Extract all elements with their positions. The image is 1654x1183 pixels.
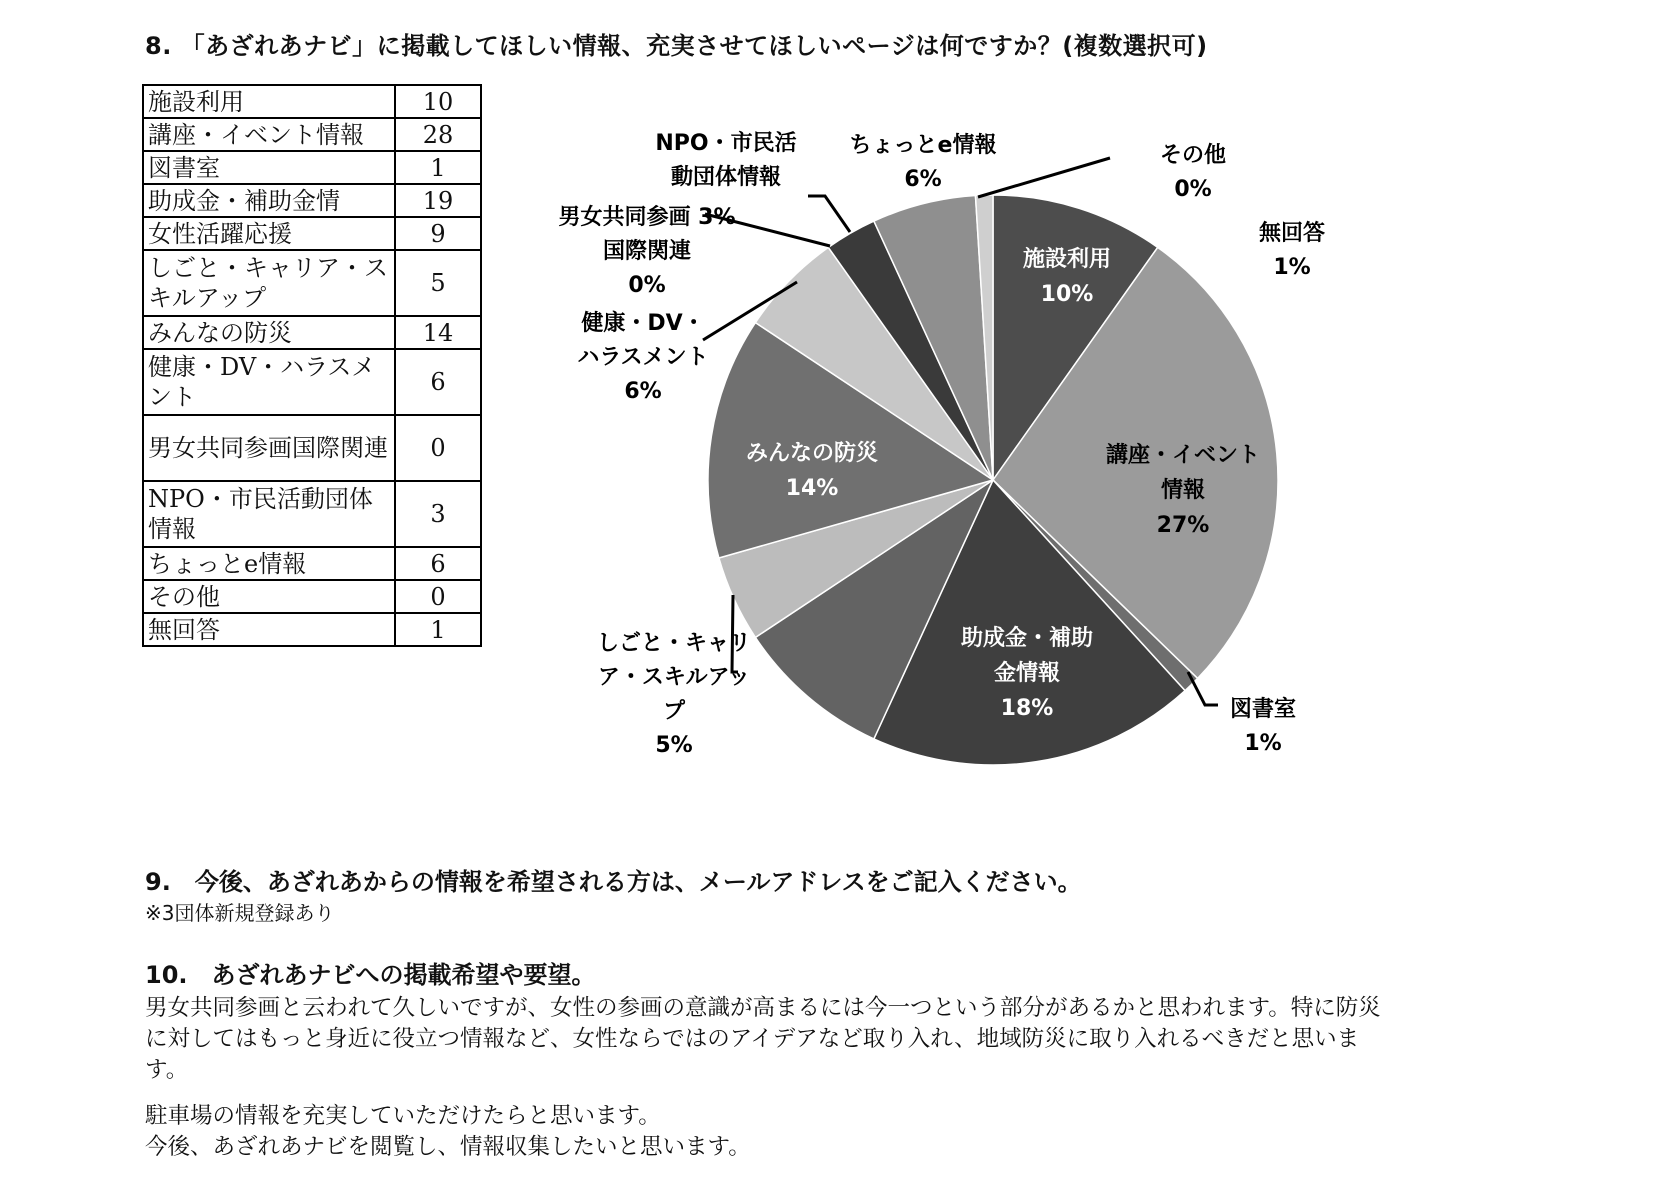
table-cell-label: しごと・キャリア・スキルアップ (143, 250, 395, 316)
table-cell-value: 1 (395, 613, 481, 646)
table-cell-value: 0 (395, 580, 481, 613)
question-10-title: 10. あざれあナビへの掲載希望や要望。 (145, 961, 596, 989)
table-cell-label: 健康・DV・ハラスメント (143, 349, 395, 415)
slice-label: 施設利用 10% (1022, 247, 1112, 307)
response-line: 駐車場の情報を充実していただけたらと思います。 (145, 1103, 661, 1129)
slice-label: 図書室 1% (1229, 697, 1297, 756)
table-cell-label: 無回答 (143, 613, 395, 646)
table-cell-label: 女性活躍応援 (143, 217, 395, 250)
table-cell-label: 講座・イベント情報 (143, 118, 395, 151)
table-cell-label: みんなの防災 (143, 316, 395, 349)
question-8-title: 8. 「あざれあナビ」に掲載してほしい情報、充実させてほしいページは何ですか？(複数選択可) (145, 32, 1208, 60)
table-cell-label: 助成金・補助金情 (143, 184, 395, 217)
table-cell-value: 6 (395, 547, 481, 580)
table-cell-value: 5 (395, 250, 481, 316)
slice-label: 講座・イベント情報 27% (1105, 443, 1261, 538)
table-cell-value: 28 (395, 118, 481, 151)
table-cell-value: 19 (395, 184, 481, 217)
table-cell-label: 男女共同参画国際関連 (143, 415, 395, 481)
leader-line (808, 196, 850, 232)
leader-line (978, 158, 1110, 197)
table-cell-value: 3 (395, 481, 481, 547)
slice-label: 無回答 1% (1258, 221, 1326, 280)
table-cell-label: 図書室 (143, 151, 395, 184)
table-cell-value: 10 (395, 85, 481, 118)
table-cell-value: 14 (395, 316, 481, 349)
slice-label: NPO・市民活動団体情報 (655, 131, 797, 190)
slice-label: みんなの防災 14% (745, 441, 879, 501)
slice-label: 男女共同参画 3%国際関連 0% (558, 205, 736, 298)
table-cell-value: 6 (395, 349, 481, 415)
table-cell-label: その他 (143, 580, 395, 613)
question-9-note: ※3団体新規登録あり (145, 901, 335, 925)
response-paragraph-2 (145, 1101, 1385, 1163)
table-cell-value: 1 (395, 151, 481, 184)
response-line: 今後、あざれあナビを閲覧し、情報収集したいと思います。 (145, 1134, 751, 1160)
question-9-title: 9. 今後、あざれあからの情報を希望される方は、メールアドレスをご記入ください。 (145, 868, 1082, 896)
table-cell-value: 0 (395, 415, 481, 481)
response-paragraph-1: 男女共同参画と云われて久しいですが、女性の参画の意識が高まるには今一つという部分があるかと思われます。特に防災に対してはもっと身近に役立つ情報など、女性ならではのアイデアなど取り入れ、地域防災に取り入れるべきだと思います。 (145, 995, 1381, 1083)
table-cell-label: ちょっとe情報 (143, 547, 395, 580)
slice-label: その他 0% (1159, 143, 1227, 202)
table-cell-label: 施設利用 (143, 85, 395, 118)
table-cell-value: 9 (395, 217, 481, 250)
slice-label: しごと・キャリア・スキルアップ 5% (596, 631, 752, 758)
slice-label: ちょっとe情報 6% (849, 133, 997, 192)
slice-label: 助成金・補助金情報 18% (960, 626, 1094, 721)
table-cell-label: NPO・市民活動団体情報 (143, 481, 395, 547)
slice-label: 健康・DV・ハラスメント 6% (577, 311, 709, 404)
